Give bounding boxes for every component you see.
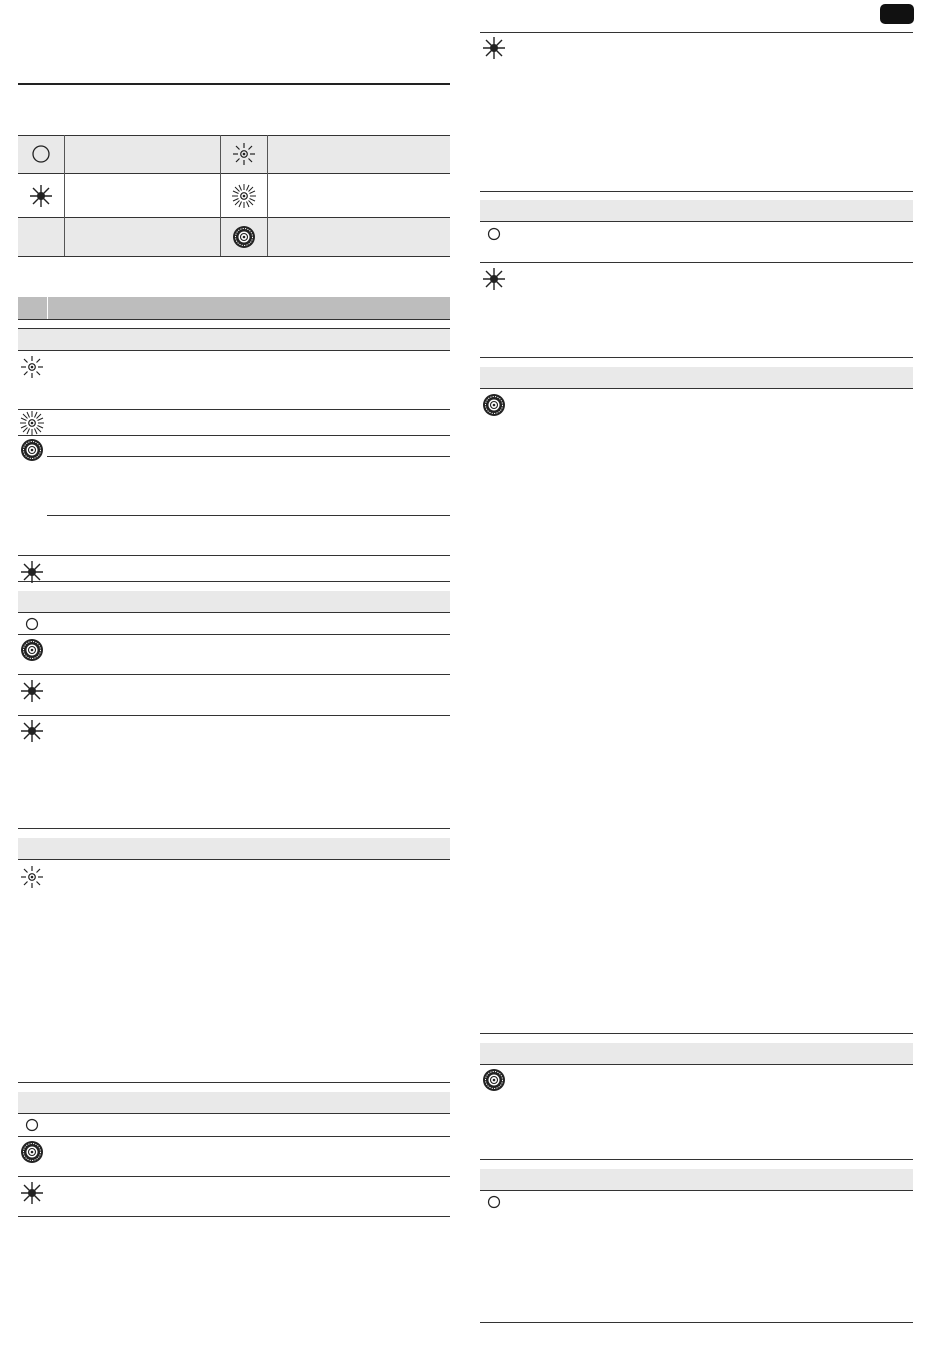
section-band <box>18 1092 450 1113</box>
led-on-icon <box>19 678 45 704</box>
led-flashing-icon <box>19 1139 45 1165</box>
row-rule <box>18 555 450 556</box>
led-flashing-icon <box>481 392 507 418</box>
led-flashing-icon <box>231 224 257 250</box>
row-rule <box>480 1159 913 1160</box>
row-rule <box>18 634 450 635</box>
section-rule <box>18 350 450 351</box>
led-off-icon <box>19 1112 45 1138</box>
led-blinking-icon <box>19 354 45 380</box>
row-rule <box>480 191 913 192</box>
language-badge <box>880 4 914 24</box>
led-flashing-icon <box>481 1067 507 1093</box>
row-rule <box>18 1216 450 1217</box>
section-rule <box>18 1113 450 1114</box>
led-fast-blinking-icon <box>231 183 257 209</box>
row-rule <box>480 262 913 263</box>
led-on-icon <box>19 718 45 744</box>
led-on-icon <box>28 183 54 209</box>
led-on-icon <box>19 1180 45 1206</box>
led-on-icon <box>19 559 45 585</box>
led-fast-blinking-icon <box>19 410 45 436</box>
row-rule <box>18 674 450 675</box>
section-rule <box>18 612 450 613</box>
legend-divider <box>64 135 65 256</box>
section-band <box>480 1169 913 1190</box>
legend-divider <box>220 135 221 256</box>
led-off-icon <box>19 611 45 637</box>
section-band <box>480 200 913 221</box>
row-rule <box>480 32 913 33</box>
row-rule <box>480 1322 913 1323</box>
row-rule <box>47 515 450 516</box>
led-on-icon <box>481 35 507 61</box>
legend-rule <box>18 256 450 257</box>
section-band <box>480 1043 913 1064</box>
led-off-icon <box>28 141 54 167</box>
table-header-bg <box>18 297 450 319</box>
section-rule <box>480 221 913 222</box>
row-rule <box>480 357 913 358</box>
section-band <box>18 591 450 612</box>
table-rule <box>18 319 450 320</box>
led-flashing-icon <box>19 437 45 463</box>
led-flashing-icon <box>19 637 45 663</box>
legend-rule <box>18 135 450 136</box>
row-rule <box>18 715 450 716</box>
section-rule <box>480 1064 913 1065</box>
row-rule <box>18 828 450 829</box>
section-band <box>18 329 450 350</box>
section-rule <box>480 1190 913 1191</box>
row-rule <box>18 1176 450 1177</box>
legend-rule <box>18 217 450 218</box>
row-rule <box>47 456 450 457</box>
led-on-icon <box>481 266 507 292</box>
title-rule <box>18 83 450 85</box>
legend-rule <box>18 173 450 174</box>
row-rule <box>18 409 450 410</box>
row-rule <box>18 1136 450 1137</box>
led-off-icon <box>481 221 507 247</box>
section-rule <box>480 388 913 389</box>
row-rule <box>480 1033 913 1034</box>
led-blinking-icon <box>19 864 45 890</box>
row-rule <box>18 435 450 436</box>
section-band <box>480 367 913 388</box>
led-off-icon <box>481 1189 507 1215</box>
section-rule <box>18 859 450 860</box>
row-rule <box>18 581 450 582</box>
header-divider <box>47 297 48 319</box>
section-band <box>18 838 450 859</box>
led-blinking-icon <box>231 141 257 167</box>
legend-divider <box>267 135 268 256</box>
row-rule <box>18 1082 450 1083</box>
